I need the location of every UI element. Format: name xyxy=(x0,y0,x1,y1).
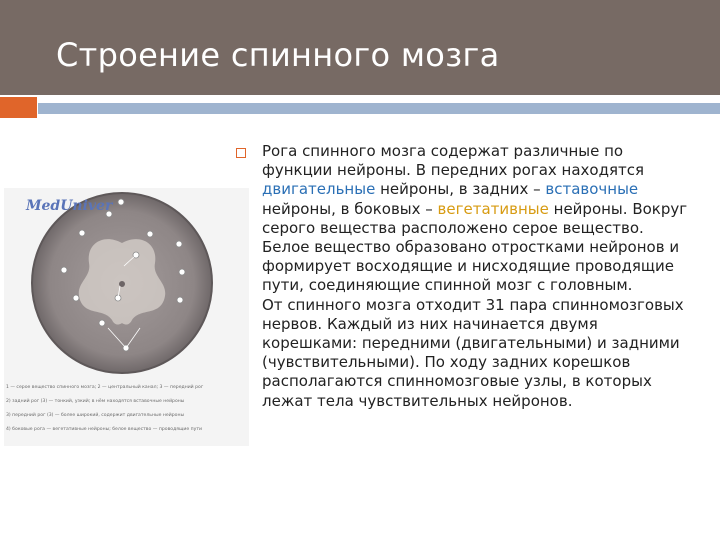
paragraph-1-text: нейроны, в боковых – xyxy=(262,199,438,218)
paragraph-1-text: нейроны. Вокруг серого вещества расположено серое вещество. Белое вещество образовано отростками нейронов и формирует восходящие и нисходящие проводящие пути, соединяющие спинной мозг с головным. xyxy=(262,199,688,295)
bullet-square-icon xyxy=(236,148,246,158)
accent-divider xyxy=(37,97,38,118)
figure-caption-line: 1 — серое вещество спинного мозга; 2 — центральный канал; 3 — передний рог xyxy=(6,385,204,390)
highlight-autonomic: вегетативные xyxy=(437,199,549,218)
figure-caption-line: 4) боковые рога — вегетативные нейроны; белое вещество — проводящие пути xyxy=(6,427,203,432)
highlight-motor: двигательные xyxy=(262,180,376,199)
watermark-text: MedUniver xyxy=(26,198,113,214)
accent-bar-blue xyxy=(37,103,720,114)
paragraph-1 xyxy=(262,142,692,296)
spinal-cord-figure xyxy=(4,188,249,446)
paragraph-1-text: Рога спинного мозга содержат различные по функции нейроны. В передних рогах находятся xyxy=(262,142,645,180)
paragraph-1-text: нейроны, в задних – xyxy=(375,180,546,199)
accent-bar-orange xyxy=(0,97,37,118)
highlight-interneurons: вставочные xyxy=(545,180,639,199)
figure-caption-line: 2) задний рог (3) — тонкий, узкий; в нём находятся вставочные нейроны xyxy=(6,399,185,404)
spinal-cord-cross-section-image xyxy=(4,188,249,446)
slide-header xyxy=(0,0,720,95)
slide-title: Строение спинного мозга xyxy=(56,36,500,74)
body-text xyxy=(262,142,692,411)
figure-caption-line: 3) передний рог (3) — более широкий, содержит двигательные нейроны xyxy=(6,413,185,418)
paragraph-2: От спинного мозга отходит 31 пара спинномозговых нервов. Каждый из них начинается двумя корешками: передними (двигательными) и задними (чувствительными). По ходу задних корешков располагаются спинномозговые узлы, в которых лежат тела чувствительных нейронов. xyxy=(262,295,684,410)
